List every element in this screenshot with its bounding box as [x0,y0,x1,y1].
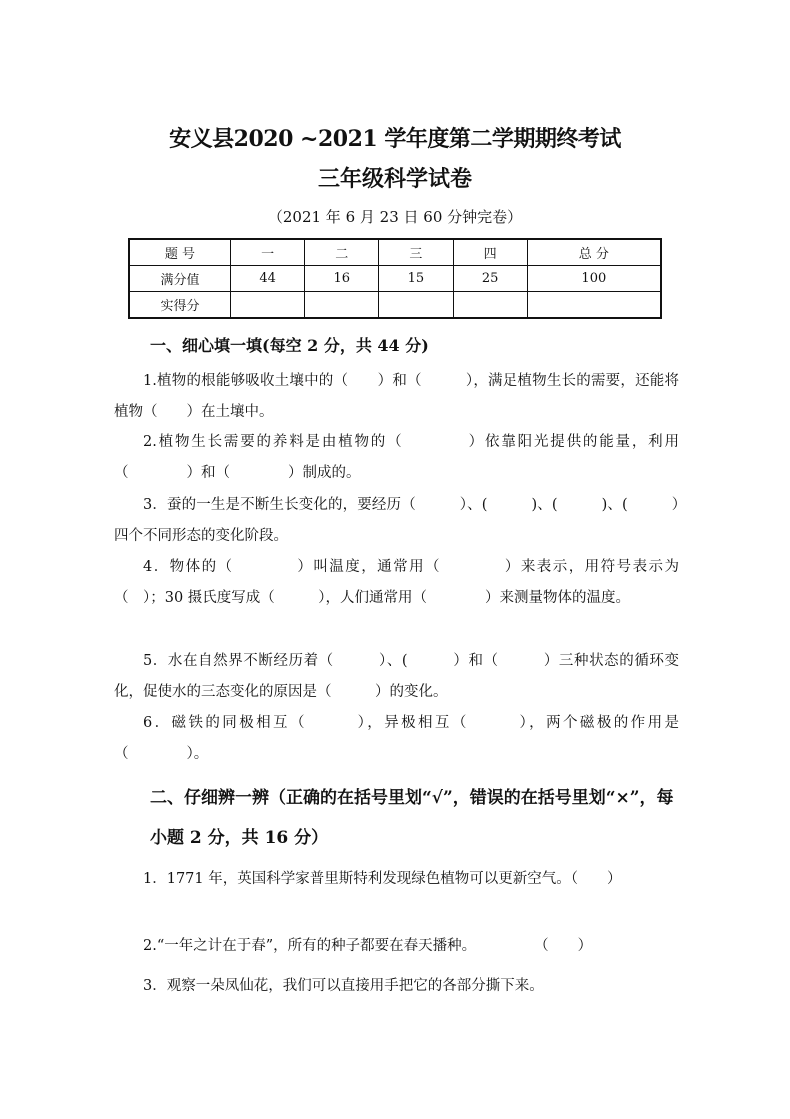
question-text: 4．物体的（ ）叫温度，通常用（ ）来表示，用符号表示为（ ）；30 摄氏度写成（ ），人们通常用（ ）来测量物体的温度。 [114,559,679,606]
score-cell: 44 [231,266,305,292]
score-input-cell[interactable] [527,292,661,319]
question-item [114,971,679,1002]
question-text: 1．1771 年，英国科学家普里斯特利发现绿色植物可以更新空气。（ ） [143,871,622,887]
score-table-full-marks-row [129,266,661,292]
question-item [114,366,679,428]
exam-subject-title: 三年级科学试卷 [317,166,472,192]
score-cell: 15 [379,266,453,292]
question-text: 3．观察一朵凤仙花，我们可以直接用手把它的各部分撕下来。 [143,978,544,994]
question-item [114,490,679,552]
section-heading: 一、细心填一填(每空 2 分，共 44 分) [150,336,429,355]
score-cell: 25 [453,266,527,292]
question-text: 5．水在自然界不断经历着（ ）、( ）和（ ）三种状态的循环变化，促使水的三态变化的原因是（ ）的变化。 [114,653,679,700]
score-input-cell[interactable] [453,292,527,319]
exam-date-duration: （2021 年 6 月 23 日 60 分钟完卷） [267,208,523,226]
question-item [114,931,679,962]
score-cell: 总 分 [527,239,661,266]
score-cell: 实得分 [129,292,231,319]
score-cell: 100 [527,266,661,292]
score-cell: 四 [453,239,527,266]
question-item [114,708,679,770]
score-table-header-row [129,239,661,266]
exam-title: 安义县2020 ~2021 学年度第二学期期终考试 [169,126,621,152]
question-item [114,646,679,708]
score-cell: 一 [231,239,305,266]
question-text: 3．蚕的一生是不断生长变化的，要经历（ ）、( )、( )、( ）四个不同形态的变化阶段。 [114,497,679,544]
score-cell: 16 [305,266,379,292]
section-heading: 二、仔细辨一辨（正确的在括号里划“√”，错误的在括号里划“×”，每小题 2 分，共 16 分） [150,788,674,848]
question-text: 2.植物生长需要的养料是由植物的（ ）依靠阳光提供的能量，利用（ ）和（ ）制成的。 [114,434,679,481]
question-text: 2.“一年之计在于春”，所有的种子都要在春天播种。 （ ） [143,938,593,954]
score-table-obtained-row [129,292,661,319]
score-cell: 满分值 [129,266,231,292]
score-table [128,238,662,319]
score-cell: 三 [379,239,453,266]
score-cell: 二 [305,239,379,266]
question-text: 6．磁铁的同极相互（ ），异极相互（ ），两个磁极的作用是（ ）。 [114,715,679,762]
question-item [114,552,679,614]
question-item [114,427,679,489]
question-text: 1.植物的根能够吸收土壤中的（ ）和（ ），满足植物生长的需要，还能将植物（ ）在土壤中。 [114,373,679,420]
score-input-cell[interactable] [305,292,379,319]
score-cell: 题 号 [129,239,231,266]
score-input-cell[interactable] [379,292,453,319]
question-item [114,864,679,894]
score-input-cell[interactable] [231,292,305,319]
